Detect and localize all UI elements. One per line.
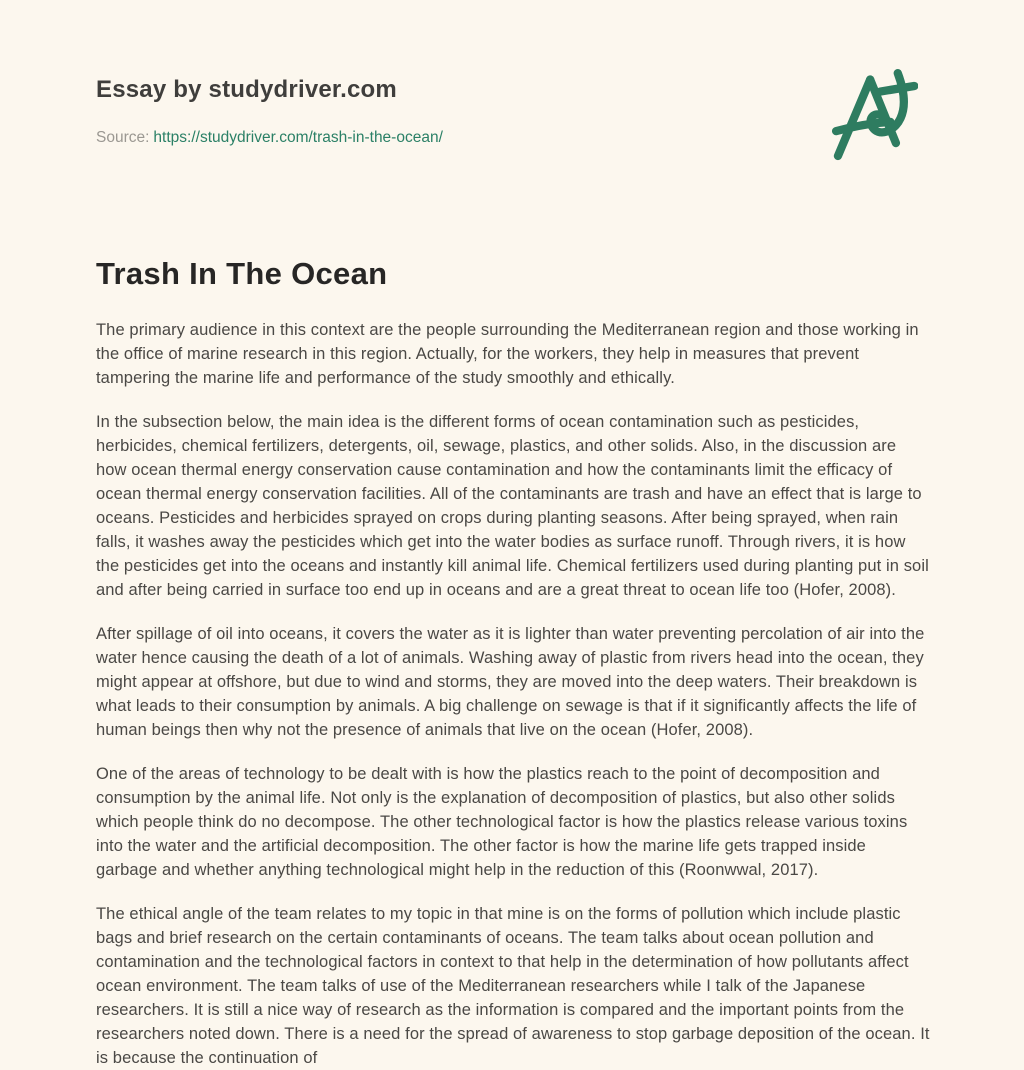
- source-row: [96, 128, 928, 148]
- essay-paragraph-5: The ethical angle of the team relates to my topic in that mine is on the forms of pollution which include plastic bags and brief research on the certain contaminants of oceans. The team talks about ocean pollution and contamination and the technological factors in context to that help in the determination of how pollutants affect ocean environment. The team talks of use of the Mediterranean researchers while I talk of the Japanese researchers. It is still a nice way of research as the information is compared and the important points from the researchers noted down. There is a need for the spread of awareness to stop garbage deposition of the ocean. It is because the continuation of: [96, 905, 930, 1067]
- a-plus-logo: [826, 58, 918, 172]
- essay-title: Trash In The Ocean: [96, 256, 388, 291]
- page-header: [96, 0, 928, 148]
- essay-paragraph-4: One of the areas of technology to be dealt with is how the plastics reach to the point of decomposition and consumption by the animal life. Not only is the explanation of decomposition of plastics, but also other solids which people think do no decompose. The other technological factor is how the plastics release various toxins into the water and the artificial decomposition. The other factor is how the marine life gets trapped inside garbage and whether anything technological might help in the reduction of this (Roonwwal, 2017).: [96, 765, 908, 879]
- essay-content: [96, 254, 928, 1070]
- essay-paragraph-2: In the subsection below, the main idea is the different forms of ocean contamination such as pesticides, herbicides, chemical fertilizers, detergents, oil, sewage, plastics, and other solids. Also, in the discussion are how ocean thermal energy conservation cause contamination and how the contaminants limit the efficacy of ocean thermal energy conservation facilities. All of the contaminants are trash and have an effect that is large to oceans. Pesticides and herbicides sprayed on crops during planting seasons. After being sprayed, when rain falls, it washes away the pesticides which get into the water bodies as surface runoff. Through rivers, it is how the pesticides get into the oceans and instantly kill animal life. Chemical fertilizers used during planting put in soil and after being carried in surface too end up in oceans and are a great threat to ocean life too (Hofer, 2008).: [96, 413, 929, 599]
- essay-body: [96, 318, 930, 1070]
- source-label: Source:: [96, 129, 150, 146]
- byline: Essay by studydriver.com: [96, 76, 397, 103]
- essay-paragraph-1: The primary audience in this context are the people surrounding the Mediterranean region and those working in the office of marine research in this region. Actually, for the workers, they help in measures that prevent tampering the marine life and performance of the study smoothly and ethically.: [96, 321, 919, 387]
- essay-paragraph-3: After spillage of oil into oceans, it covers the water as it is lighter than water preventing percolation of air into the water hence causing the death of a lot of animals. Washing away of plastic from rivers head into the ocean, they might appear at offshore, but due to wind and storms, they are moved into the deep waters. Their breakdown is what leads to their consumption by animals. A big challenge on sewage is that if it significantly affects the life of human beings then why not the presence of animals that live on the ocean (Hofer, 2008).: [96, 625, 925, 739]
- source-link[interactable]: https://studydriver.com/trash-in-the-ocean/: [153, 129, 443, 146]
